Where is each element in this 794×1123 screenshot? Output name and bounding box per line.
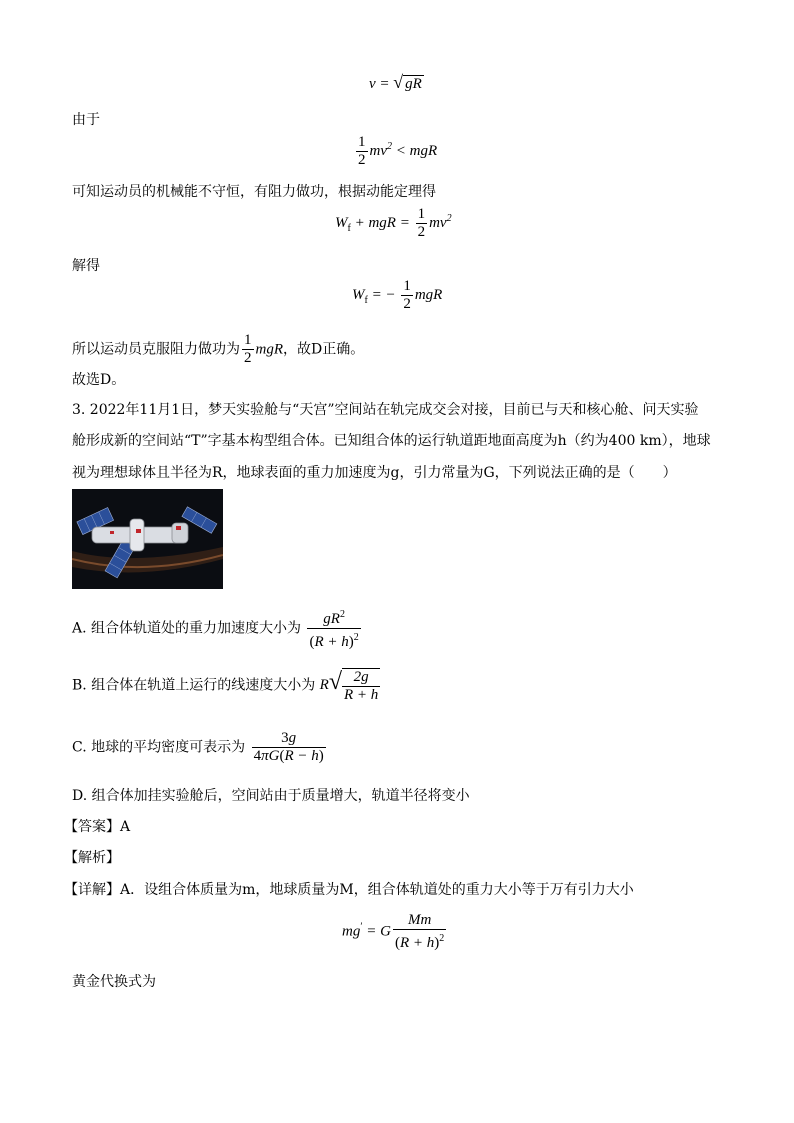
space-station-image (72, 489, 223, 589)
fraction-half: $\frac{1}{2}$ (244, 332, 252, 366)
option-d[interactable]: D. 组合体加挂实验舱后，空间站由于质量增大，轨道半径将变小 (72, 788, 470, 804)
question-line-2: 舱形成新的空间站“T”字基本构型组合体。已知组合体的运行轨道距地面高度为h（约为400 km），地球 (72, 433, 711, 449)
option-b-formula: R√ $\frac{2g}{R + h}$ (319, 669, 379, 703)
option-b[interactable] (72, 668, 382, 704)
text-youyu: 由于 (72, 112, 100, 128)
option-a-formula: $\frac{gR^2}{(R + h)^2}$ (309, 609, 359, 650)
equation-work-energy: $W_f$ + mgR = $\frac{1}{2}$ $mv^2$ (335, 206, 452, 240)
equation-wf-result: $W_f$ = − $\frac{1}{2}$ mgR (352, 278, 443, 312)
text-golden: 黄金代换式为 (72, 974, 156, 990)
text-suoyi-pre: 所以运动员克服阻力做功为 (72, 341, 240, 358)
option-b-text: B. 组合体在轨道上运行的线速度大小为 (72, 677, 316, 694)
equation-gravity: mg′ = G $\frac{Mm}{(R + h)^2}$ (342, 912, 445, 951)
equation-inequality: $\frac{1}{2}$ $mv^2$ < mgR (358, 134, 438, 168)
equation-v: v = √ gR (369, 72, 422, 92)
option-a[interactable] (72, 606, 363, 651)
option-a-text: A. 组合体轨道处的重力加速度大小为 (72, 620, 302, 637)
option-c-formula: $\frac{3g}{4\pi G(R - h)}$ (253, 730, 324, 764)
text-suoyi: 所以运动员克服阻力做功为 $\frac{1}{2}$ mgR，故D正确。 (72, 332, 365, 366)
question-line-3: 视为理想球体且半径为R，地球表面的重力加速度为g，引力常量为G，下列说法正确的是（ ） (72, 465, 677, 481)
text-suoyi-post: ，故D正确。 (283, 341, 365, 358)
analysis-heading: 【解析】 (64, 850, 120, 866)
text-guxuan: 故选D。 (72, 372, 126, 388)
text-kezhi: 可知运动员的机械能不守恒，有阻力做功，根据动能定理得 (72, 184, 436, 200)
answer-line: 【答案】A (64, 819, 131, 835)
option-c-text: C. 地球的平均密度可表示为 (72, 739, 246, 756)
question-line-1: 3. 2022年11月1日，梦天实验舱与“天宫”空间站在轨完成交会对接，目前已与天和核心舱、问天实验 (72, 402, 699, 418)
text-jiede: 解得 (72, 258, 100, 274)
detail-line: 【详解】A．设组合体质量为m，地球质量为M，组合体轨道处的重力大小等于万有引力大小 (64, 882, 634, 898)
option-c[interactable] (72, 730, 328, 765)
